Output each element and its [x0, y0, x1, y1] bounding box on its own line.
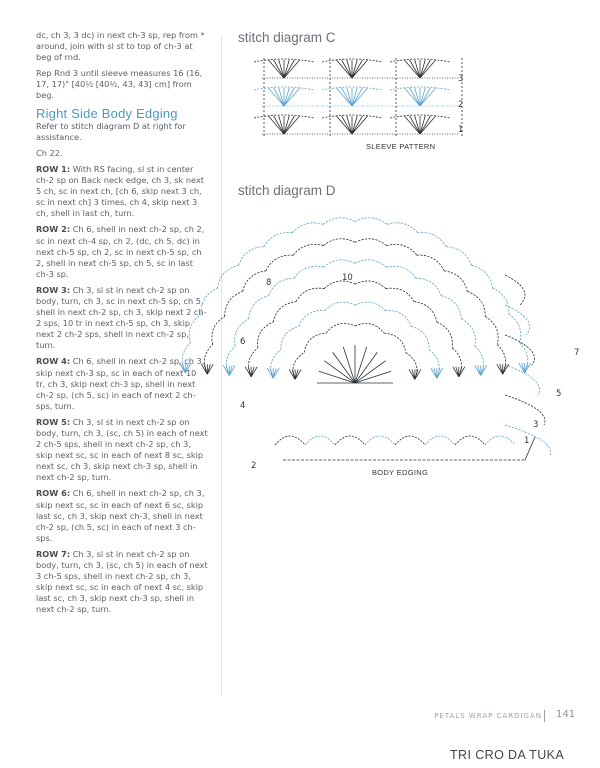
row-7-instruction: ROW 7: Ch 3, sl st in next ch-2 sp on body, turn, ch 3, (sc, ch 5) in each of next 3 ch-5 sps, shell in next ch-2 sp, ch 3, skip next sc, sc in each of next 4 sc, skip last sc, ch 3, skip next ch-3 sp, shell in next ch-2 sp, turn. — [36, 548, 208, 615]
diagram-c-row-3: 3 — [458, 74, 464, 84]
diagram-c-row-1: 1 — [458, 125, 464, 135]
body-edging-diagram — [235, 205, 595, 470]
diagram-d-row-8: 8 — [266, 278, 272, 288]
row-1-instruction: ROW 1: With RS facing, sl st in center ch-2 sp on Back neck edge, ch 3, sk next 5 ch, sc in next ch, [ch 6, skip next 3 ch, sc in next ch] 3 times, ch 4, skip next 3 ch, shell in last ch, turn. — [36, 163, 205, 219]
intro-text-1: dc, ch 3, 3 dc) in next ch-3 sp, rep from * around, join with sl st to top of ch-3 at beg of rnd. — [36, 30, 205, 63]
column-divider — [221, 36, 222, 696]
diagram-d-row-5: 5 — [556, 389, 562, 399]
row-4-instruction: ROW 4: Ch 6, shell in next ch-2 sp, ch 3, skip next ch-3 sp, sc in each of next 10 tr, ch 3, skip next ch-3 sp, shell in next ch-2 sp, (ch 5, sc) in each of next 2 ch-sps, turn. — [36, 356, 205, 411]
page-number: 141 — [556, 709, 576, 720]
diagram-d-title: stitch diagram D — [238, 183, 336, 198]
diagram-c-title: stitch diagram C — [238, 30, 336, 45]
pattern-instructions — [36, 30, 208, 621]
diagram-d-row-10: 10 — [342, 273, 353, 283]
row-6-instruction: ROW 6: Ch 6, shell in next ch-2 sp, ch 3, skip next sc, sc in each of next 6 sc, skip last sc, ch 3, skip next ch-3, shell in next ch-2 sp, (ch 5, sc) in each of next 3 ch-sps. — [36, 488, 205, 543]
section-title: Right Side Body Edging — [36, 105, 178, 121]
running-title: PETALS WRAP CARDIGAN — [434, 712, 542, 720]
diagram-d-caption: BODY EDGING — [372, 468, 429, 477]
diagram-c-row-2: 2 — [458, 100, 464, 110]
sleeve-pattern-diagram — [262, 52, 462, 144]
diagram-d-row-4: 4 — [240, 401, 246, 411]
diagram-d-row-7: 7 — [574, 348, 580, 358]
diagram-d-row-3: 3 — [533, 420, 539, 430]
diagram-c-caption: SLEEVE PATTERN — [366, 142, 436, 151]
watermark: TRI CRO DA TUKA — [450, 748, 565, 762]
row-5-instruction: ROW 5: Ch 3, sl st in next ch-2 sp on body, turn, ch 3, (sc, ch 5) in each of next 2 ch-5 sps, shell in next ch-2 sp, ch 3, skip next sc, sc in each of next 8 sc, skip next sc, ch 3, skip next ch-3 sp, shell in next ch-2 sp, turn. — [36, 416, 208, 483]
chain-instruction: Ch 22. — [36, 147, 63, 158]
diagram-d-row-6: 6 — [240, 337, 246, 347]
row-2-instruction: ROW 2: Ch 6, shell in next ch-2 sp, ch 2, sc in next ch-4 sp, ch 2, (dc, ch 5, dc) in next ch-5 sp, ch 2, sc in next ch-5 sp, ch 2, shell in next ch-5 sp, ch 5, sc in last ch-3 sp. — [36, 224, 205, 279]
section-intro: Refer to stitch diagram D at right for assistance. — [36, 120, 186, 142]
intro-text-2: Rep Rnd 3 until sleeve measures 16 (16, 17, 17)" [40½ [40½, 43, 43] cm] from beg. — [36, 68, 203, 101]
footer-separator — [544, 710, 545, 722]
diagram-d-row-1: 1 — [524, 436, 530, 446]
row-3-instruction: ROW 3: Ch 3, sl st in next ch-2 sp on body, turn, ch 3, sc in next ch-5 sp, ch 5, shell in next ch-2 sp, ch 3, skip next 2 ch-2 sps, 10 tr in next ch-5 sp, ch 3, skip next 2 ch-2 sps, shell in next ch-2 sp, turn. — [36, 284, 207, 351]
diagram-d-row-2: 2 — [251, 461, 257, 471]
